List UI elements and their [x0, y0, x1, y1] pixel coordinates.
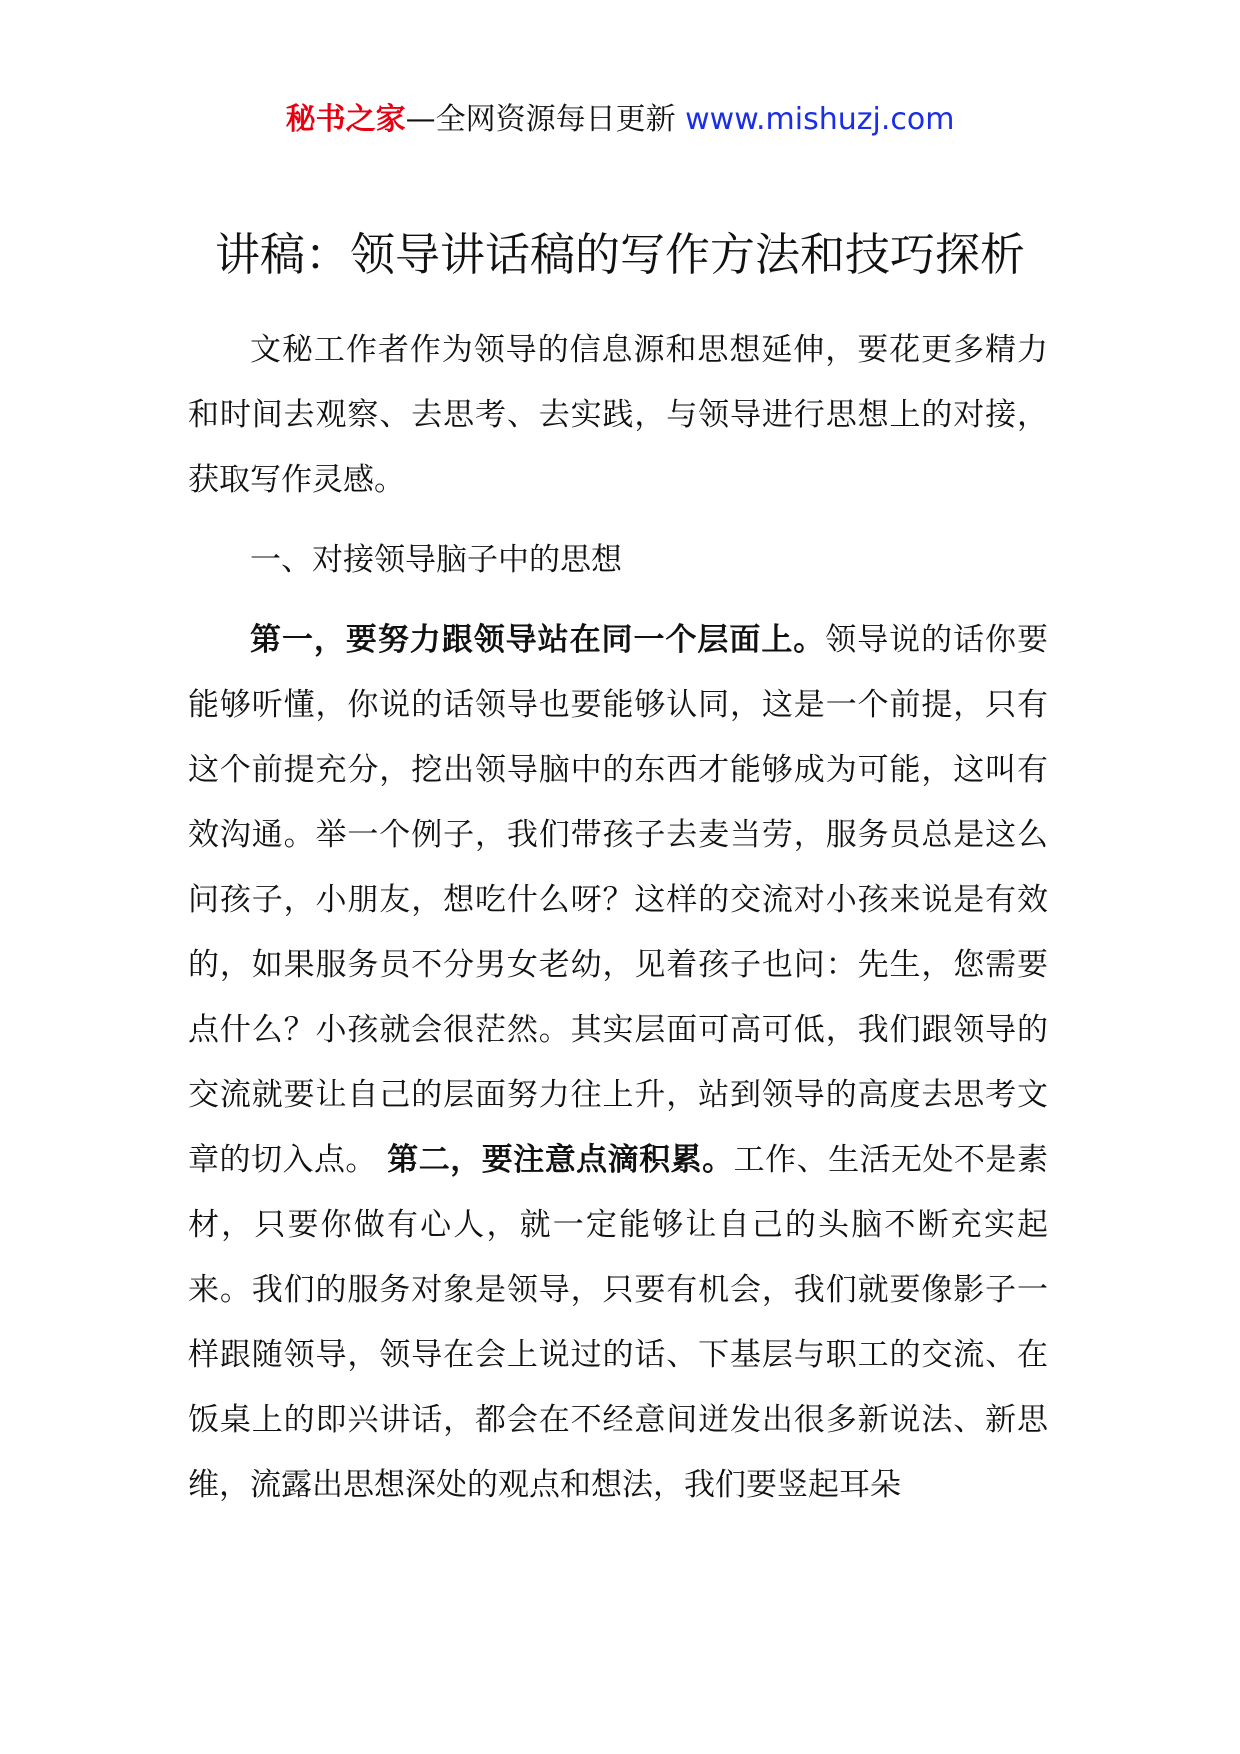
header-tagline: —全网资源每日更新: [405, 102, 686, 137]
site-url: www.mishuzj.com: [685, 102, 955, 137]
point-1-heading: 第一，要努力跟领导站在同一个层面上。: [250, 622, 826, 658]
point-2-heading: 第二，要注意点滴积累。: [387, 1142, 734, 1178]
brand-name: 秘书之家: [285, 102, 406, 137]
point-2-text: 工作、生活无处不是素材，只要你做有心人，就一定能够让自己的头脑不断充实起来。我们的服务对象是领导，只要有机会，我们就要像影子一样跟随领导，领导在会上说过的话、下基层与职工的交流、在饭桌上的即兴讲话，都会在不经意间迸发出很多新说法、新思维，流露出思想深处的观点和想法，我们要竖起耳朵: [188, 1142, 1049, 1503]
body-paragraph: [188, 608, 1048, 1518]
page-header: [0, 100, 1240, 140]
section-heading: 一、对接领导脑子中的思想: [250, 542, 622, 578]
point-1-text: 领导说的话你要能够听懂，你说的话领导也要能够认同，这是一个前提，只有这个前提充分，挖出领导脑中的东西才能够成为可能，这叫有效沟通。举一个例子，我们带孩子去麦当劳，服务员总是这么问孩子，小朋友，想吃什么呀？这样的交流对小孩来说是有效的，如果服务员不分男女老幼，见着孩子也问：先生，您需要点什么？小孩就会很茫然。其实层面可高可低，我们跟领导的交流就要让自己的层面努力往上升，站到领导的高度去思考文章的切入点。: [188, 622, 1048, 1178]
document-body: [188, 318, 1048, 1518]
intro-paragraph: 文秘工作者作为领导的信息源和思想延伸，要花更多精力和时间去观察、去思考、去实践，与领导进行思想上的对接，获取写作灵感。: [188, 332, 1048, 498]
document-title: 讲稿：领导讲话稿的写作方法和技巧探析: [214, 228, 1025, 281]
